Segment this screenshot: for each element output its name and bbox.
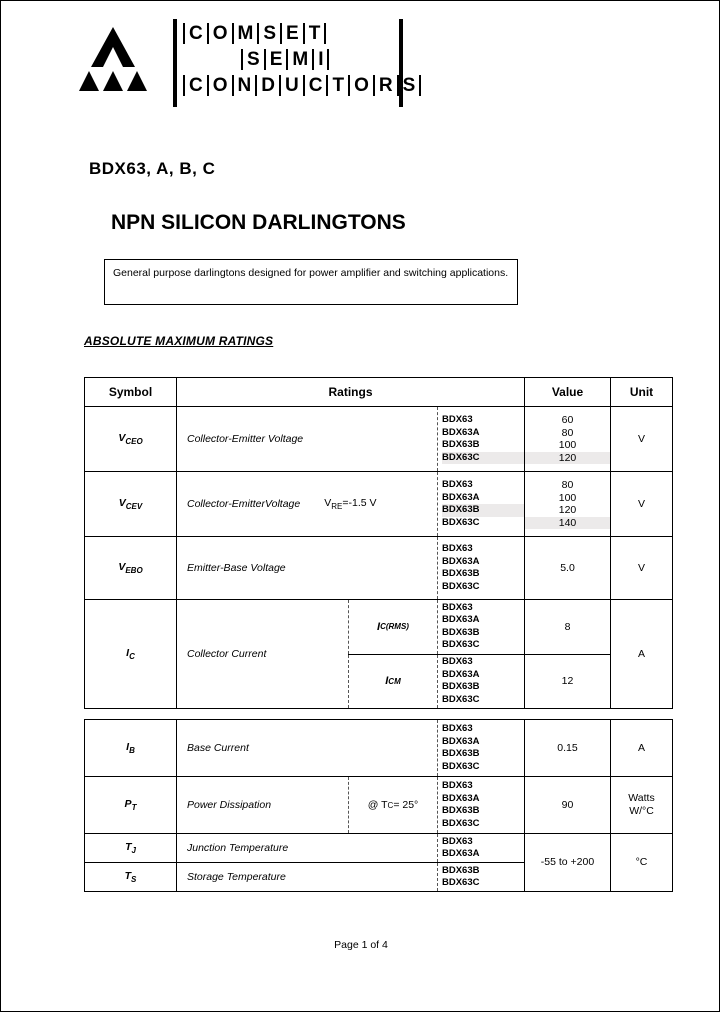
unit-line-2: W/°C bbox=[629, 805, 654, 817]
symbol-main: I bbox=[126, 740, 130, 753]
symbol-sub: C bbox=[129, 652, 135, 662]
row-unit-vceo: V bbox=[611, 407, 673, 472]
row-symbol-ib bbox=[85, 720, 177, 777]
logo-char: D bbox=[255, 75, 281, 96]
company-logo bbox=[79, 19, 416, 107]
value-item: 120 bbox=[525, 452, 610, 465]
rating-label: Base Current bbox=[187, 742, 249, 754]
column-header-symbol: Symbol bbox=[85, 378, 177, 407]
logo-char: M bbox=[286, 49, 314, 70]
symbol-main: T bbox=[124, 869, 132, 882]
logo-char: S bbox=[257, 23, 282, 44]
row-symbol-ic bbox=[85, 600, 177, 709]
part-list bbox=[437, 863, 524, 891]
row-symbol-ts bbox=[85, 863, 177, 892]
part-list bbox=[437, 655, 524, 709]
row-unit-ib: A bbox=[611, 720, 673, 777]
part-list bbox=[437, 777, 524, 833]
symbol-sub: S bbox=[131, 875, 137, 885]
part-name: BDX63A bbox=[442, 668, 480, 680]
rating-label: Collector Current bbox=[187, 648, 267, 660]
part-name: BDX63A bbox=[442, 426, 480, 438]
company-name-line-2 bbox=[243, 49, 329, 70]
symbol-sub: CEV bbox=[125, 502, 143, 512]
symbol-sub: B bbox=[129, 746, 135, 756]
part-list bbox=[437, 407, 524, 471]
part-name: BDX63C bbox=[442, 580, 480, 592]
part-list bbox=[437, 472, 524, 536]
row-symbol-tj bbox=[85, 834, 177, 863]
part-number-title: BDX63, A, B, C bbox=[89, 159, 216, 178]
rating-label: Junction Temperature bbox=[187, 842, 289, 854]
logo-char: C bbox=[183, 75, 209, 96]
symbol-main: P bbox=[124, 797, 132, 810]
row-value-ib: 0.15 bbox=[525, 720, 611, 777]
part-name: BDX63B bbox=[442, 681, 480, 693]
table-header-row bbox=[85, 378, 673, 407]
part-name: BDX63B bbox=[442, 805, 480, 816]
table-row bbox=[85, 407, 673, 472]
part-name: BDX63C bbox=[442, 817, 480, 829]
part-name: BDX63C bbox=[442, 516, 480, 528]
part-name: BDX63 bbox=[442, 723, 473, 734]
logo-char: T bbox=[303, 23, 327, 44]
value-item: 80 bbox=[561, 426, 574, 439]
row-value-ic-rms: 8 bbox=[525, 600, 611, 655]
part-name: BDX63B bbox=[442, 626, 480, 638]
part-name: BDX63 bbox=[442, 414, 473, 425]
value-item: 60 bbox=[561, 414, 574, 426]
table-row bbox=[85, 600, 673, 655]
symbol-sub: T bbox=[131, 803, 137, 813]
part-list bbox=[437, 537, 524, 599]
row-value-temperature: -55 to +200 bbox=[525, 834, 611, 892]
part-list bbox=[437, 600, 524, 654]
logo-char: E bbox=[280, 23, 305, 44]
part-name: BDX63C bbox=[442, 760, 480, 772]
row-unit-vcev: V bbox=[611, 472, 673, 537]
row-value-vceo bbox=[525, 407, 611, 472]
part-name: BDX63A bbox=[442, 735, 480, 747]
part-name: BDX63 bbox=[442, 656, 473, 668]
value-item: 80 bbox=[561, 479, 574, 491]
row-unit-pt bbox=[611, 777, 673, 834]
row-symbol-vebo bbox=[85, 537, 177, 600]
row-unit-ic: A bbox=[611, 600, 673, 709]
symbol-sub: EBO bbox=[125, 566, 143, 576]
row-unit-vebo: V bbox=[611, 537, 673, 600]
condition-rest: =-1.5 V bbox=[342, 496, 377, 509]
part-name: BDX63A bbox=[442, 555, 480, 567]
company-name-line-1 bbox=[185, 23, 326, 44]
part-name: BDX63B bbox=[442, 864, 480, 876]
rating-label: Collector-Emitter Voltage bbox=[187, 433, 304, 445]
condition-main: @ T bbox=[367, 799, 388, 811]
logo-char: R bbox=[373, 75, 399, 96]
part-name: BDX63B bbox=[442, 439, 480, 450]
row-unit-temperature: °C bbox=[611, 834, 673, 892]
rating-label: Emitter-Base Voltage bbox=[187, 562, 286, 574]
row-symbol-vceo bbox=[85, 407, 177, 472]
row-value-vebo: 5.0 bbox=[525, 537, 611, 600]
part-name: BDX63A bbox=[442, 614, 480, 626]
spacer-cell bbox=[525, 709, 611, 720]
rating-condition bbox=[348, 777, 437, 833]
rating-label: Power Dissipation bbox=[187, 799, 272, 811]
sub-symbol-main: I bbox=[385, 675, 389, 688]
condition-rest: = 25° bbox=[393, 799, 419, 811]
section-heading-absolute-maximum-ratings: ABSOLUTE MAXIMUM RATINGS bbox=[84, 334, 274, 348]
logo-char: O bbox=[207, 23, 234, 44]
table-row bbox=[85, 834, 673, 863]
company-name-line-3 bbox=[185, 75, 421, 96]
spacer-cell bbox=[177, 709, 525, 720]
row-rating-ts bbox=[177, 863, 525, 892]
logo-char: O bbox=[348, 75, 375, 96]
logo-mark-icon bbox=[79, 27, 149, 95]
row-rating-vcev bbox=[177, 472, 525, 537]
column-header-unit: Unit bbox=[611, 378, 673, 407]
table-spacer-row bbox=[85, 709, 673, 720]
symbol-main: V bbox=[118, 431, 126, 444]
absolute-maximum-ratings-table bbox=[84, 377, 673, 892]
rating-label: Storage Temperature bbox=[187, 871, 286, 883]
company-name bbox=[185, 21, 416, 105]
logo-char: C bbox=[183, 23, 209, 44]
part-name: BDX63C bbox=[442, 693, 480, 705]
condition-sub: RE bbox=[331, 502, 343, 512]
symbol-main: T bbox=[125, 840, 132, 853]
part-list bbox=[437, 834, 524, 862]
sub-symbol-icm bbox=[348, 655, 437, 709]
logo-char: E bbox=[264, 49, 289, 70]
table-row bbox=[85, 537, 673, 600]
condition-sub: C bbox=[387, 800, 394, 810]
symbol-main: V bbox=[118, 560, 126, 573]
table-row bbox=[85, 720, 673, 777]
part-name: BDX63 bbox=[442, 780, 473, 791]
part-list bbox=[437, 720, 524, 776]
row-symbol-pt bbox=[85, 777, 177, 834]
logo-char: N bbox=[232, 75, 258, 96]
row-rating-ic bbox=[177, 600, 525, 709]
logo-char: M bbox=[232, 23, 260, 44]
row-symbol-vcev bbox=[85, 472, 177, 537]
logo-char: T bbox=[326, 75, 350, 96]
logo-char: C bbox=[303, 75, 329, 96]
row-rating-tj bbox=[177, 834, 525, 863]
logo-divider-left bbox=[173, 19, 177, 107]
rating-text: Collector-EmitterVoltage bbox=[187, 498, 301, 510]
logo-char: S bbox=[241, 49, 266, 70]
part-name: BDX63A bbox=[442, 848, 480, 859]
table-row bbox=[85, 472, 673, 537]
logo-char: U bbox=[279, 75, 305, 96]
value-item: 120 bbox=[558, 504, 577, 516]
sub-symbol-sub: C(RMS) bbox=[380, 622, 409, 632]
page-title: NPN SILICON DARLINGTONS bbox=[111, 211, 406, 234]
column-header-value: Value bbox=[525, 378, 611, 407]
part-name: BDX63A bbox=[442, 792, 480, 804]
part-name: BDX63A bbox=[442, 491, 480, 503]
part-name: BDX63C bbox=[442, 452, 524, 465]
symbol-main: V bbox=[118, 496, 126, 509]
condition-main: V bbox=[324, 496, 332, 509]
part-name: BDX63B bbox=[442, 504, 524, 517]
symbol-main: I bbox=[126, 646, 130, 659]
row-rating-ib bbox=[177, 720, 525, 777]
row-rating-vceo bbox=[177, 407, 525, 472]
value-item: 100 bbox=[558, 439, 577, 451]
part-name: BDX63 bbox=[442, 835, 473, 847]
page-footer: Page 1 of 4 bbox=[334, 939, 388, 951]
rating-label bbox=[177, 472, 437, 536]
sub-symbol-sub: CM bbox=[388, 676, 401, 686]
table-row bbox=[85, 777, 673, 834]
part-name: BDX63C bbox=[442, 639, 480, 651]
part-name: BDX63 bbox=[442, 601, 473, 613]
sub-symbol-ic-rms bbox=[348, 600, 437, 654]
spacer-cell bbox=[85, 709, 177, 720]
symbol-sub: CEO bbox=[125, 437, 143, 447]
part-name: BDX63B bbox=[442, 568, 480, 579]
part-name: BDX63 bbox=[442, 479, 473, 490]
spacer-cell bbox=[611, 709, 673, 720]
logo-char: I bbox=[312, 49, 329, 70]
rating-condition bbox=[324, 497, 376, 511]
part-name: BDX63B bbox=[442, 748, 480, 759]
value-item: 100 bbox=[558, 491, 577, 504]
sub-symbol-main: I bbox=[377, 620, 381, 633]
symbol-sub: J bbox=[131, 846, 136, 856]
column-header-ratings: Ratings bbox=[177, 378, 525, 407]
description-box: General purpose darlingtons designed for power amplifier and switching applications. bbox=[104, 259, 518, 305]
value-item: 140 bbox=[525, 517, 610, 530]
row-value-icm: 12 bbox=[525, 654, 611, 709]
row-rating-pt bbox=[177, 777, 525, 834]
part-name: BDX63C bbox=[442, 877, 480, 888]
row-rating-vebo bbox=[177, 537, 525, 600]
logo-char: O bbox=[207, 75, 234, 96]
row-value-pt: 90 bbox=[525, 777, 611, 834]
part-name: BDX63 bbox=[442, 543, 473, 554]
logo-char: S bbox=[397, 75, 422, 96]
row-value-vcev bbox=[525, 472, 611, 537]
unit-line-1: Watts bbox=[628, 792, 655, 804]
